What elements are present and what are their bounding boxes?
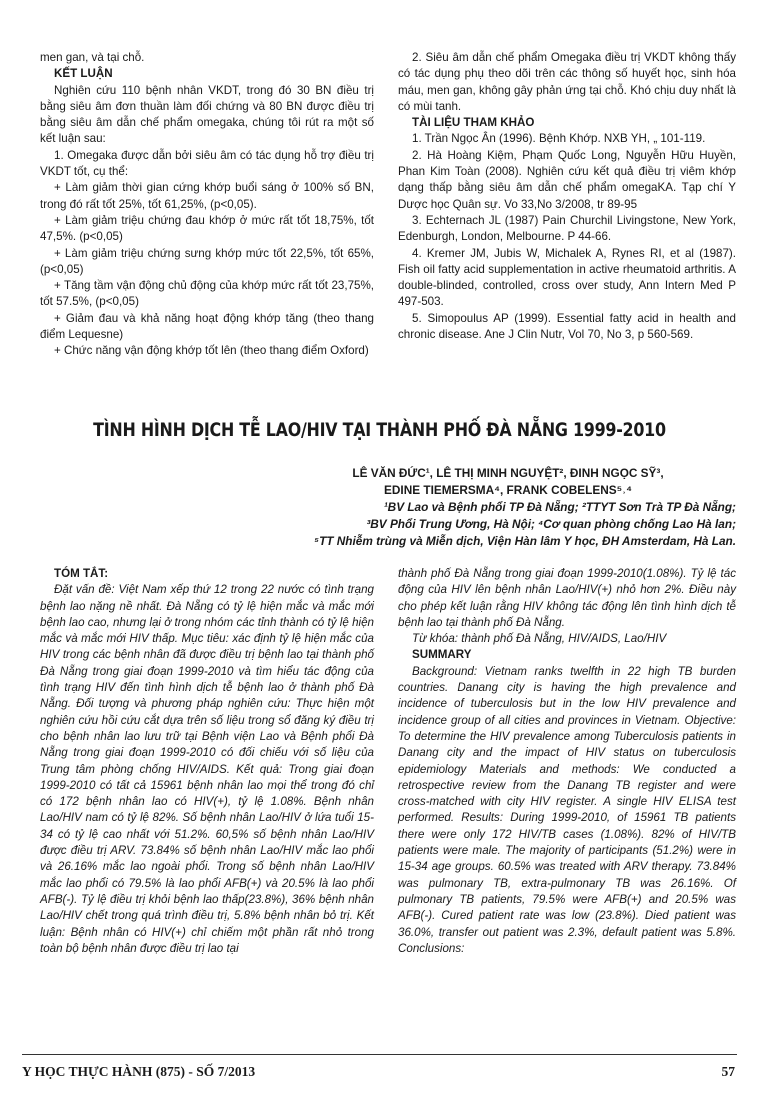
footer-rule [22, 1054, 737, 1055]
conclusion-bullet: + Chức năng vận động khớp tốt lên (theo thang điểm Oxford) [54, 344, 369, 358]
references-heading: TÀI LIỆU THAM KHẢO [412, 116, 535, 130]
abstract-vietnamese [40, 566, 374, 957]
summary-text: Background: Vietnam ranks twelfth in 22 high TB burden countries. Danang city is having the high prevalence and incidence of tuberculosis but in the low HIV prevalence and incidence group of all cities and provinces in Vietnam. Objective: To determine the HIV prevalence among Tuberculosis patients in Danang city and the impact of HIV status on tuberculosis epidemiology Materials and methods: We conducted a retrospective review from the Danang TB register and were cross-matched with city HIV register. A single HIV ELISA test performed. Results: During 1999-2010, of 15961 TB patients there were only 172 HIV/TB cases (1.08%). 82% of HIV/TB patients were male. The majority of participants (51.2%) were in 15-34 age groups. 60.5% was treated with ARV therapy. 73.84% was pulmonary TB, extra-pulmonary TB was 26.16%. Of pulmonary TB patients, 79.5% were AFB(+) and 20.5% was AFB(-). Cured patient rate was low (23.8%). Died patient was 36.0%, transfer out patient was 2.3%, default patient was 5.8%. Conclusions: [398, 664, 736, 955]
summary-heading: SUMMARY [412, 648, 472, 662]
page-number: 57 [721, 1064, 735, 1079]
continued-text: men gan, và tại chỗ. [40, 51, 145, 64]
conclusion-bullet: + Làm giảm triệu chứng đau khớp ở mức rất tốt 18,75%, tốt 47,5%. (p<0,05) [40, 213, 374, 244]
conclusion-heading: KẾT LUẬN [54, 67, 113, 81]
author-block [200, 465, 736, 550]
conclusion-bullet: + Giảm đau và khả năng hoạt động khớp tăng (theo thang điểm Lequesne) [40, 311, 374, 342]
reference-item: 1. Trần Ngọc Ân (1996). Bệnh Khớp. NXB YH, „ 101-119. [412, 132, 706, 146]
reference-item: 2. Hà Hoàng Kiệm, Phạm Quốc Long, Nguyễn Hữu Huyền, Phan Kim Toàn (2008). Nghiên cứu kết quả điều trị viêm khớp dạng thấp bằng siêu âm dẫn chế phẩm omegaKA. Tạp chí Y Dược học Quân sự. Vo 33,No 3/2008, tr 89-95 [398, 148, 736, 211]
previous-article-right-column [398, 50, 736, 343]
affiliation-line: ³BV Phổi Trung Ương, Hà Nội; ⁴Cơ quan phòng chống Lao Hà lan; [366, 517, 736, 531]
conclusion-bullet: + Tăng tầm vận động chủ động của khớp mức rất tốt 23,75%, tốt 57.5%, (p<0,05) [40, 279, 374, 309]
abstract-right-column [398, 566, 736, 957]
abstract-continued: thành phố Đà Nẵng trong giai đoạn 1999-2010(1.08%). Tỷ lệ tác động của HIV lên bệnh nhân Lao/HIV(+) nhỏ hơn 2%. Điều này cho phép kết luận rằng HIV không tác động lên tình hình dịch tễ bệnh lao tại thành phố Đà Nẵng. [398, 567, 736, 629]
conclusion-bullet: + Làm giảm triệu chứng sưng khớp mức tốt 22,5%, tốt 65%, (p<0,05) [40, 246, 374, 276]
reference-item: 3. Echternach JL (1987) Pain Churchil Livingstone, New York, Edenburgh, London, Melbourne. P 44-66. [398, 213, 736, 244]
affiliation-line: ¹BV Lao và Bệnh phổi TP Đà Nẵng; ²TTYT Sơn Trà TP Đà Nẵng; [383, 500, 736, 514]
authors-line: LÊ VĂN ĐỨC¹, LÊ THỊ MINH NGUYỆT², ĐINH NGỌC SỸ³, [352, 466, 664, 480]
keywords: Từ khóa: thành phố Đà Nẵng, HIV/AIDS, Lao/HIV [412, 632, 667, 646]
previous-article-left-column [40, 50, 374, 360]
conclusion-intro: Nghiên cứu 110 bệnh nhân VKDT, trong đó 30 BN điều trị bằng siêu âm đơn thuần làm đối chứng và 80 BN được điều trị bằng siêu âm dẫn chế phẩm omegaka, chúng tôi rút ra một số kết luận sau: [40, 83, 374, 146]
conclusion-bullet: + Làm giảm thời gian cứng khớp buổi sáng ở 100% số BN, trong đó rất tốt 25%, tốt 61,25%, (p<0,05). [40, 181, 374, 211]
conclusion-point-1: 1. Omegaka được dẫn bởi siêu âm có tác dụng hỗ trợ điều trị VKDT tốt, cụ thể: [40, 148, 374, 179]
abstract-heading: TÓM TẮT: [54, 567, 109, 580]
article-title: TÌNH HÌNH DỊCH TỄ LAO/HIV TẠI THÀNH PHỐ ĐÀ NẴNG 1999-2010 [93, 420, 666, 441]
conclusion-point-2: 2. Siêu âm dẫn chế phẩm Omegaka điều trị VKDT không thấy có tác dụng phụ theo dõi trên các thông số huyết học, sinh hóa máu, men gan, không gây phản ứng tại chỗ. Khó chịu duy nhất là có mùi tanh. [398, 51, 736, 113]
abstract-text: Đặt vấn đề: Việt Nam xếp thứ 12 trong 22 nước có tình trạng bệnh lao nặng nề nhất. Đà Nẵng có tỷ lệ hiện mắc và mắc mới bệnh lao cao, nhưng lại ở trong nhóm các tỉnh thành có tỷ lệ hiện mắc và mắc mới HIV thấp. Mục tiêu: xác định tỷ lệ hiện mắc của HIV trong các bệnh nhân đã được điều trị bệnh lao tại thành phố Đà Nẵng trong giai đoạn 1999-2010 và tìm hiểu tác động của tình trạng HIV đến tình hình dịch tễ bệnh lao ở thành phố Đà Nẵng. Đối tượng và phương pháp nghiên cứu: Thực hiện một nghiên cứu hồi cứu cắt dựa trên số liệu trong sổ đăng ký điều trị cho bệnh nhân lao lưu trữ tại Bệnh viện Lao và Bệnh phổi Đà Nẵng trong giai đoạn 1999-2010 có đối chiếu với số liệu của Trung tâm phòng chống HIV/AIDS. Kết quả: Trong giai đoạn 1999-2010 có tất cả 15961 bệnh nhân lao mọi thể trong đó chỉ có 172 bệnh nhân lao có HIV(+), tỷ lệ 1.08%. Bệnh nhân Lao/HIV nam có tỷ lệ 82%. Số bệnh nhân Lao/HIV ở lứa tuổi 15-34 có tỷ lệ cao nhất với 51.2%. 60,5% số bệnh nhân Lao/HIV được điều trị ARV. 73.84% số bệnh nhân Lao/HIV mắc lao phổi và 26.16% mắc lao ngoài phổi. Trong số bệnh nhân Lao/HIV mắc lao phổi có 79.5% là lao phổi AFB(+) và 20.5% là lao phổi AFB(-). Tỷ lệ điều trị khỏi bệnh lao thấp(23.8%), 36% bệnh nhân Lao/HIV chết trong quá trình điều trị, 5.8% bệnh nhân bỏ trị. Kết luận: Bệnh nhân có HIV(+) chỉ chiếm một phần rất nhỏ trong toàn bộ bệnh nhân được điều trị lao tại [40, 583, 374, 955]
reference-item: 5. Simopoulus AP (1999). Essential fatty acid in health and chronic disease. Ane J Clin Nutr, Vol 70, No 3, p 560-569. [398, 311, 736, 342]
affiliation-line: ⁵TT Nhiễm trùng và Miễn dịch, Viện Hàn lâm Y học, ĐH Amsterdam, Hà Lan. [314, 534, 736, 548]
journal-footer: Y HỌC THỰC HÀNH (875) - SỐ 7/2013 [22, 1064, 256, 1079]
authors-line: EDINE TIEMERSMA⁴, FRANK COBELENS⁵˒⁴ [384, 483, 632, 497]
reference-item: 4. Kremer JM, Jubis W, Michalek A, Rynes RI, et al (1987). Fish oil fatty acid supplementation in active rheumatoid arthritis. A double-blinded, controlled, cross over study, Ann Intern Med P 497-503. [398, 246, 736, 309]
